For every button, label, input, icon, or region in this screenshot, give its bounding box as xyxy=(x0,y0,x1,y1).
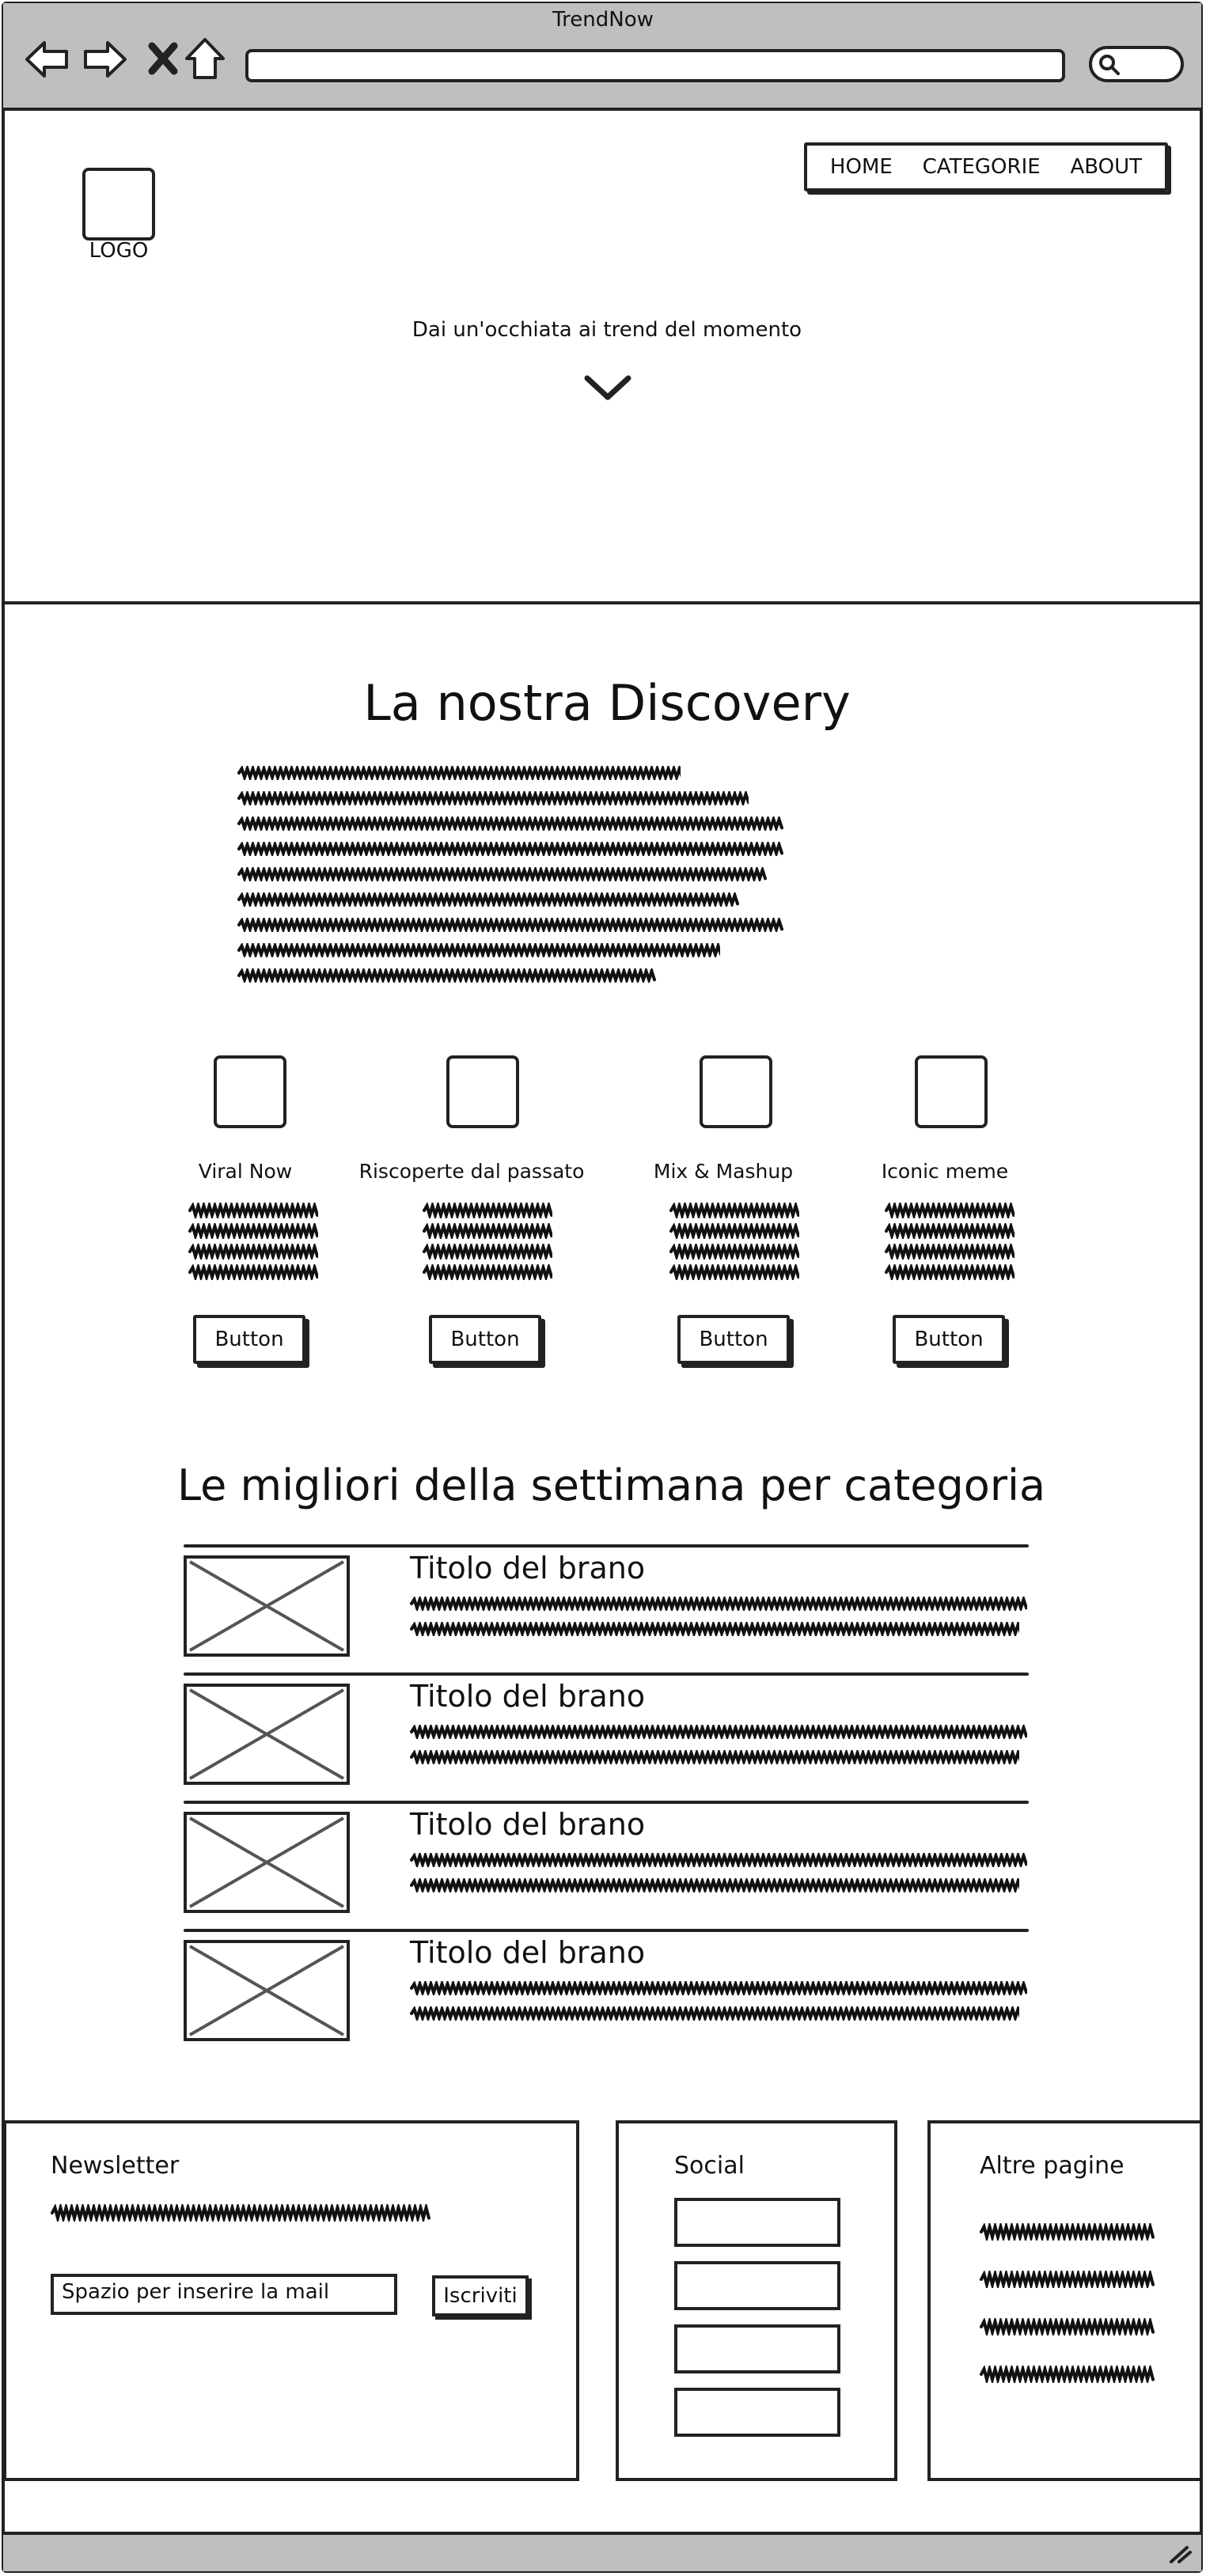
row-divider xyxy=(184,1544,1029,1547)
back-arrow-icon[interactable] xyxy=(22,35,71,84)
card-icon-viral-now xyxy=(214,1055,286,1128)
placeholder-text-line xyxy=(423,1223,552,1239)
placeholder-text-line xyxy=(410,1750,1019,1764)
card-label-iconic-meme: Iconic meme xyxy=(881,1160,1009,1183)
placeholder-text-line xyxy=(410,1725,1027,1739)
placeholder-text-line xyxy=(188,1244,318,1260)
browser-status-bar xyxy=(3,2532,1201,2571)
placeholder-text-line xyxy=(237,892,741,907)
logo-label: LOGO xyxy=(89,239,149,263)
placeholder-text-line xyxy=(237,918,783,932)
track-image-placeholder-icon xyxy=(184,1812,350,1913)
card-icon-iconic-meme xyxy=(915,1055,988,1128)
placeholder-text-line xyxy=(410,1853,1027,1867)
placeholder-link-text xyxy=(980,2366,1155,2383)
placeholder-link-text xyxy=(980,2223,1155,2241)
hero-tagline: Dai un'occhiata ai trend del momento xyxy=(411,318,802,342)
other-pages-title: Altre pagine xyxy=(980,2152,1124,2180)
track-title[interactable]: Titolo del brano xyxy=(410,1807,646,1842)
track-image-placeholder-icon xyxy=(184,1684,350,1785)
placeholder-text-line xyxy=(410,1981,1027,1995)
placeholder-text-line xyxy=(885,1203,1014,1218)
social-link-1[interactable] xyxy=(674,2198,840,2247)
placeholder-text-line xyxy=(237,766,681,780)
row-divider xyxy=(184,1801,1029,1804)
newsletter-email-input[interactable]: Spazio per inserire la mail xyxy=(51,2274,397,2315)
placeholder-text-line xyxy=(237,867,768,881)
card-label-viral-now: Viral Now xyxy=(198,1160,293,1183)
placeholder-text-line xyxy=(423,1264,552,1280)
logo-image xyxy=(82,168,155,241)
placeholder-text-line xyxy=(669,1223,799,1239)
placeholder-text-line xyxy=(669,1244,799,1260)
forward-arrow-icon[interactable] xyxy=(81,35,130,84)
main-nav xyxy=(804,142,1168,191)
browser-search-field[interactable] xyxy=(1089,46,1184,82)
placeholder-text-line xyxy=(423,1244,552,1260)
track-title[interactable]: Titolo del brano xyxy=(410,1935,646,1970)
newsletter-subscribe-button[interactable]: Iscriviti xyxy=(432,2275,529,2317)
placeholder-text-line xyxy=(51,2204,430,2222)
track-title[interactable]: Titolo del brano xyxy=(410,1679,646,1714)
newsletter-title: Newsletter xyxy=(51,2152,180,2180)
social-link-4[interactable] xyxy=(674,2388,840,2437)
home-icon[interactable] xyxy=(180,35,229,84)
discovery-title: La nostra Discovery xyxy=(363,674,851,732)
nav-item-about[interactable]: ABOUT xyxy=(1070,155,1143,179)
placeholder-text-line xyxy=(410,2006,1019,2021)
placeholder-text-line xyxy=(885,1244,1014,1260)
card-button-mix-mashup[interactable]: Button xyxy=(677,1315,790,1364)
placeholder-text-line xyxy=(885,1223,1014,1239)
resize-grip-icon[interactable] xyxy=(1166,2541,1193,2565)
row-divider xyxy=(184,1929,1029,1932)
placeholder-link-text xyxy=(980,2318,1155,2335)
card-button-riscoperte[interactable]: Button xyxy=(429,1315,541,1364)
placeholder-text-line xyxy=(410,1622,1019,1636)
placeholder-text-line xyxy=(410,1597,1027,1611)
track-image-placeholder-icon xyxy=(184,1940,350,2041)
chevron-down-icon[interactable] xyxy=(582,372,633,403)
placeholder-text-line xyxy=(188,1223,318,1239)
track-title[interactable]: Titolo del brano xyxy=(410,1551,646,1585)
card-button-viral-now[interactable]: Button xyxy=(193,1315,305,1364)
placeholder-link-text xyxy=(980,2271,1155,2288)
nav-item-home[interactable]: HOME xyxy=(829,155,893,179)
placeholder-text-line xyxy=(237,943,720,957)
card-label-riscoperte: Riscoperte dal passato xyxy=(358,1160,585,1183)
card-icon-riscoperte xyxy=(446,1055,519,1128)
social-link-3[interactable] xyxy=(674,2324,840,2373)
placeholder-text-line xyxy=(410,1878,1019,1892)
row-divider xyxy=(184,1673,1029,1676)
card-label-mix-mashup: Mix & Mashup xyxy=(653,1160,794,1183)
search-icon xyxy=(1097,52,1122,78)
track-image-placeholder-icon xyxy=(184,1555,350,1657)
placeholder-text-line xyxy=(237,816,783,831)
nav-item-categorie[interactable]: CATEGORIE xyxy=(922,155,1041,179)
placeholder-text-line xyxy=(669,1203,799,1218)
weekly-title: Le migliori della settimana per categoria xyxy=(177,1460,1046,1510)
social-title: Social xyxy=(674,2152,745,2180)
placeholder-text-line xyxy=(188,1203,318,1218)
placeholder-text-line xyxy=(423,1203,552,1218)
placeholder-text-line xyxy=(237,791,749,805)
placeholder-text-line xyxy=(188,1264,318,1280)
card-icon-mix-mashup xyxy=(700,1055,772,1128)
placeholder-text-line xyxy=(669,1264,799,1280)
placeholder-text-line xyxy=(237,968,657,983)
url-input[interactable] xyxy=(245,49,1065,82)
window-title: TrendNow xyxy=(552,8,654,32)
placeholder-text-line xyxy=(885,1264,1014,1280)
card-button-iconic-meme[interactable]: Button xyxy=(893,1315,1005,1364)
placeholder-text-line xyxy=(237,842,783,856)
social-link-2[interactable] xyxy=(674,2261,840,2310)
